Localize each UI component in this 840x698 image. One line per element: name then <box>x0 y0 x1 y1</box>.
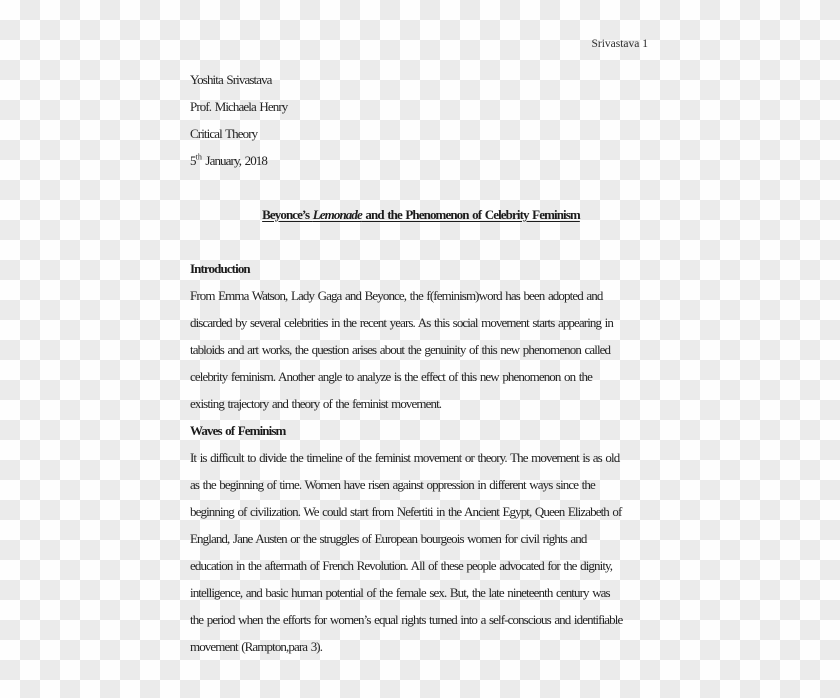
text-line: the period when the efforts for women’s equal rights turned into a self-conscious and identifiable <box>190 612 623 627</box>
text-line: education in the aftermath of French Revolution. All of these people advocated for the dignity, <box>190 558 613 573</box>
text-line: tabloids and art works, the question arises about the genuinity of this new phenomenon called <box>190 342 611 357</box>
page-header-number: Srivastava 1 <box>591 38 648 50</box>
text-line: From Emma Watson, Lady Gaga and Beyonce, the f(feminism)word has been adopted and <box>190 288 603 303</box>
text-line: celebrity feminism. Another angle to analyze is the effect of this new phenomenon on the <box>190 369 592 384</box>
text-line: existing trajectory and theory of the feminist movement. <box>190 396 442 411</box>
text-line: as the beginning of time. Women have risen against oppression in different ways since the <box>190 477 595 492</box>
section-heading-introduction: Introduction <box>190 261 250 276</box>
section-heading-waves-of-feminism: Waves of Feminism <box>190 423 286 438</box>
document-text <box>190 66 652 660</box>
professor-name: Prof. Michaela Henry <box>190 99 288 114</box>
blank-line <box>190 174 652 201</box>
text-line: beginning of civilization. We could start from Nefertiti in the Ancient Egypt, Queen Elizabeth of <box>190 504 622 519</box>
text-line: It is difficult to divide the timeline of the feminist movement or theory. The movement is as old <box>190 450 620 465</box>
blank-line <box>190 228 652 255</box>
author-name: Yoshita Srivastava <box>190 72 272 87</box>
essay-title: Beyonce’s Lemonade and the Phenomenon of Celebrity Feminism <box>262 207 580 222</box>
text-line: England, Jane Austen or the struggles of European bourgeois women for civil rights and <box>190 531 587 546</box>
text-line: intelligence, and basic human potential of the female sex. But, the late nineteenth century was <box>190 585 610 600</box>
date-line: 5th January, 2018 <box>190 152 268 168</box>
text-line: discarded by several celebrities in the recent years. As this social movement starts appearing in <box>190 315 613 330</box>
text-line: movement (Rampton,para 3). <box>190 639 323 654</box>
course-name: Critical Theory <box>190 126 258 141</box>
